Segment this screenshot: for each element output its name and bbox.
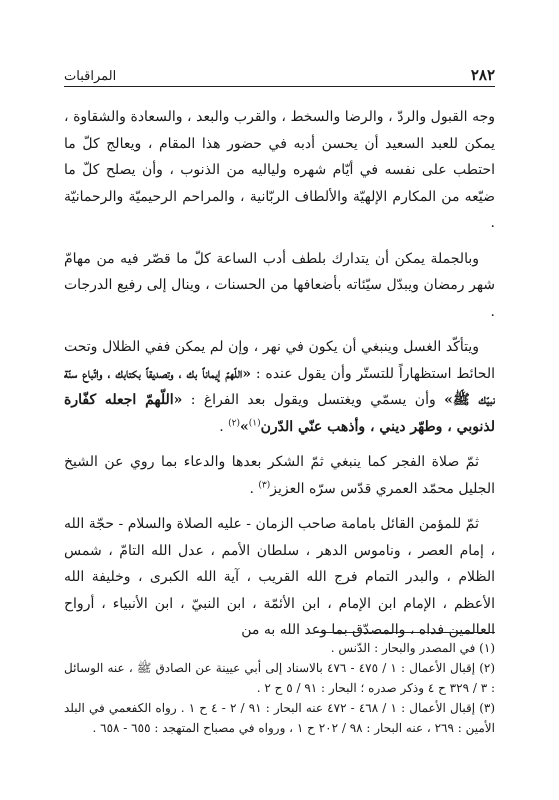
p3-end: . (219, 418, 224, 435)
page-number: ٢٨٢ (470, 66, 495, 84)
footnotes (64, 638, 495, 738)
p4-end: . (249, 480, 254, 497)
p3-text-a: ويتأكّد الغسل وينبغي أن يكون في نهر ، وإن لم يمكن ففي الظلال وتحت الحائط استظهاراً للتستّر وأن يقول عنده : (64, 339, 496, 382)
footnote-2: (٢) إقبال الأعمال : ١ / ٤٧٥ - ٤٧٦ بالاسناد إلى أبي عيينة عن الصادق ﷺ ، عنه الوسائل : ٣ / ٣٢٩ ح ٤ وذكر صدره ؛ البحار : ٩١ / ٥ ح ٢ . (64, 661, 496, 695)
paragraph-5: ثمّ للمؤمن القائل بامامة صاحب الزمان - عليه الصلاة والسلام - حجّة الله ، إمام العصر ، وناموس الدهر ، سلطان الأمم ، عدل الله التامّ ، شمس الظلام ، والبدر التمام فرج الله القريب ، آية الله الكبرى ، وخليفة الله الأعظم ، الإمام ابن الإمام ، ابن الأئمّة ، ابن النبيّ ، ابن الأنبياء ، أرواح العالمين فداه ، والمصدّق بما وعد الله به من (64, 516, 495, 638)
footnote-ref-1: (١) (248, 417, 261, 428)
p4-text: ثمّ صلاة الفجر كما ينبغي ثمّ الشكر بعدها والدعاء بما روي عن الشيخ الجليل محمّد العمري قدّس سرّه العزيز (64, 454, 495, 497)
prayer-quote-1: «اللّهمّ إيماناً بك ، وتصديقاً بكتابك ، واتّباع سنّة نبيّك ﷺ» (64, 365, 496, 408)
paragraph-2: وبالجملة يمكن أن يتدارك بلطف أدب الساعة كلّ ما قصّر فيه من مهامّ شهر رمضان ويبدّل سيّئاته بأضعافها من الحسنات ، وينال إلى رفيع الدرجات . (64, 250, 495, 320)
footnote-divider (315, 632, 495, 633)
paragraph-3 (64, 334, 495, 440)
footnote-ref-2: (٢) (228, 417, 240, 428)
footnote-1: (١) في المصدر والبحار : الدّنس . (330, 641, 495, 655)
paragraph-4 (64, 449, 495, 502)
footnote-ref-3: (٣) (258, 479, 271, 490)
prayer-quote-2-close: » (239, 418, 249, 435)
prayer-quote-2: «اللّهمّ اجعله كفّارة لذنوبي ، وطهّر ديني ، وأذهب عنّي الدّرن (64, 392, 495, 435)
p3-text-b: وأن يسمّي ويغتسل ويقول بعد الفراغ : (190, 392, 436, 408)
paragraph-1: وجه القبول والردّ ، والرضا والسخط ، والقرب والبعد ، والسعادة والشقاوة ، يمكن للعبد السعيد أن يحسن أدبه في حضور هذا المقام ، ويعالج كلّ ما احتطب على نفسه في أيّام شهره ولياليه من الذنوب ، وأن يصلح كلّ ما ضيّعه من المكارم الإلهيّة والألطاف الربّانية ، والمراحم الرحيميّة والرحمانيّة . (64, 109, 495, 231)
footnote-3: (٣) إقبال الأعمال : ١ / ٤٦٨ - ٤٧٢ عنه البحار : ٩١ / ٢ - ٤ ح ١ . رواه الكفعمي في البلد الأمين : ٢٦٩ ، عنه البحار : ٩٨ / ٢٠٢ ح ١ ، ورواه في مصباح المتهجد : ٦٥٥ - ٦٥٨ . (64, 701, 496, 735)
running-title: المراقبات (64, 69, 117, 84)
body-text (64, 104, 495, 653)
page-header (64, 62, 495, 87)
